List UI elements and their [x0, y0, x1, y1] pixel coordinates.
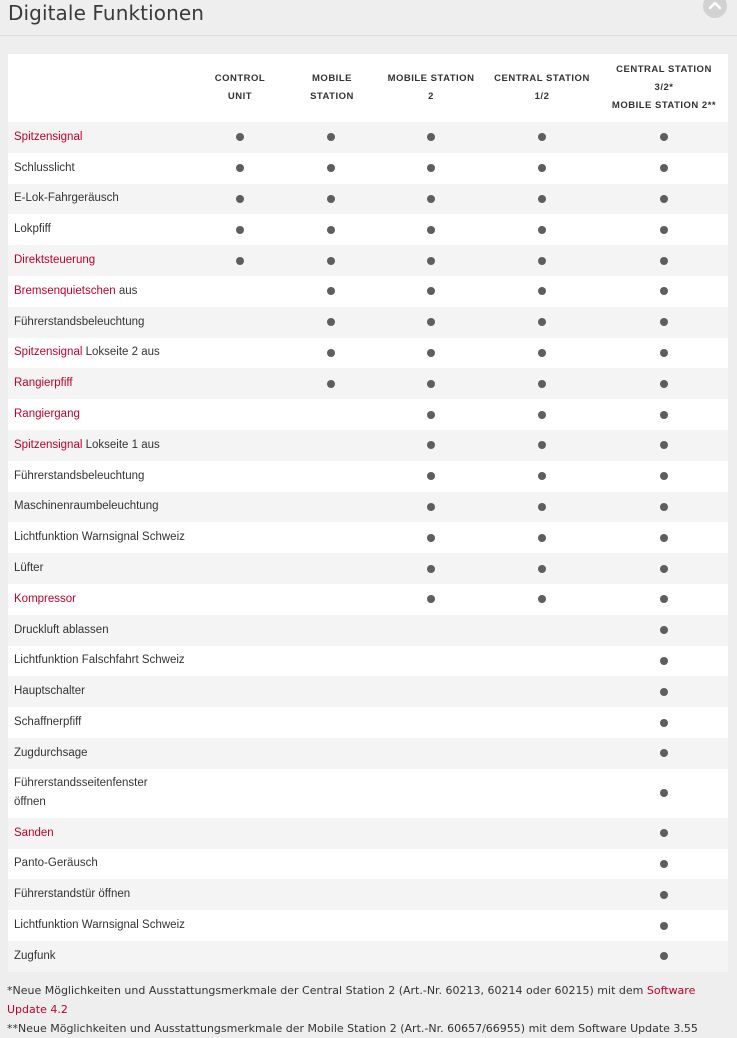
- software-update-link[interactable]: Software Update 4.2: [7, 984, 696, 1016]
- table-row: [8, 849, 728, 880]
- column-header-control-unit: CONTROL UNIT: [214, 73, 266, 102]
- function-name: [14, 824, 54, 843]
- supported-dot-icon: [538, 195, 546, 203]
- function-name: [14, 313, 144, 332]
- supported-dot-icon: [660, 226, 668, 234]
- function-label: Führerstandsseitenfenster öffnen: [14, 777, 148, 809]
- function-name: [14, 651, 185, 670]
- supported-dot-icon: [427, 133, 435, 141]
- function-name: [14, 467, 144, 486]
- column-header-central-station-32: CENTRAL STATION 3/2* MOBILE STATION 2**: [611, 64, 717, 111]
- table-row: [8, 941, 728, 972]
- function-name: [14, 282, 137, 301]
- supported-dot-icon: [660, 164, 668, 172]
- supported-dot-icon: [327, 257, 335, 265]
- function-label: Druckluft ablassen: [14, 623, 109, 636]
- table-row: [8, 553, 728, 584]
- function-name: [14, 374, 73, 393]
- column-header-mobile-station-2: MOBILE STATION 2: [387, 73, 475, 102]
- section-header: [0, 0, 737, 36]
- supported-dot-icon: [236, 257, 244, 265]
- supported-dot-icon: [660, 829, 668, 837]
- supported-dot-icon: [538, 226, 546, 234]
- function-link[interactable]: Rangiergang: [14, 408, 80, 421]
- supported-dot-icon: [327, 164, 335, 172]
- function-label: aus: [115, 284, 138, 297]
- supported-dot-icon: [427, 349, 435, 357]
- function-label: Lichtfunktion Falschfahrt Schweiz: [14, 654, 185, 667]
- table-row: [8, 338, 728, 369]
- function-link[interactable]: Spitzensignal: [14, 346, 83, 359]
- function-name: [14, 436, 160, 455]
- supported-dot-icon: [427, 503, 435, 511]
- table-row: [8, 492, 728, 523]
- supported-dot-icon: [327, 133, 335, 141]
- supported-dot-icon: [327, 226, 335, 234]
- supported-dot-icon: [660, 349, 668, 357]
- table-row: [8, 769, 728, 818]
- supported-dot-icon: [538, 503, 546, 511]
- supported-dot-icon: [427, 441, 435, 449]
- table-row: [8, 676, 728, 707]
- function-label: Lichtfunktion Warnsignal Schweiz: [14, 531, 185, 544]
- function-name: [14, 947, 56, 966]
- supported-dot-icon: [660, 922, 668, 930]
- table-row: [8, 646, 728, 677]
- function-link[interactable]: Bremsenquietschen: [14, 284, 116, 297]
- function-label: Lichtfunktion Warnsignal Schweiz: [14, 919, 185, 932]
- function-label: E-Lok-Fahrgeräusch: [14, 192, 119, 205]
- function-name: [14, 854, 98, 873]
- function-label: Zugdurchsage: [14, 746, 88, 759]
- function-name: [14, 159, 75, 178]
- supported-dot-icon: [427, 257, 435, 265]
- table-row: [8, 707, 728, 738]
- function-label: Hauptschalter: [14, 685, 85, 698]
- supported-dot-icon: [660, 626, 668, 634]
- function-name: [14, 744, 88, 763]
- supported-dot-icon: [538, 257, 546, 265]
- supported-dot-icon: [427, 411, 435, 419]
- function-label: Führerstandsbeleuchtung: [14, 315, 145, 328]
- supported-dot-icon: [427, 472, 435, 480]
- supported-dot-icon: [660, 133, 668, 141]
- table-row: [8, 879, 728, 910]
- supported-dot-icon: [427, 595, 435, 603]
- supported-dot-icon: [660, 891, 668, 899]
- function-name: [14, 916, 185, 935]
- footnotes: [7, 981, 735, 1038]
- supported-dot-icon: [327, 380, 335, 388]
- table-row: [8, 245, 728, 276]
- function-label: Lüfter: [14, 562, 44, 575]
- function-label: Lokseite 2 aus: [82, 346, 160, 359]
- supported-dot-icon: [660, 688, 668, 696]
- chevron-up-icon: [708, 0, 722, 10]
- function-label: Schlusslicht: [14, 161, 75, 174]
- supported-dot-icon: [538, 164, 546, 172]
- function-name: [14, 220, 51, 239]
- supported-dot-icon: [427, 318, 435, 326]
- supported-dot-icon: [538, 287, 546, 295]
- function-name: [14, 774, 148, 812]
- function-label: Lokseite 1 aus: [82, 438, 160, 451]
- supported-dot-icon: [660, 380, 668, 388]
- section-title: Digitale Funktionen: [8, 1, 205, 25]
- function-name: [14, 713, 81, 732]
- table-row: [8, 399, 728, 430]
- function-name: [14, 621, 109, 640]
- supported-dot-icon: [427, 380, 435, 388]
- function-name: [14, 682, 85, 701]
- function-link[interactable]: Spitzensignal: [14, 130, 83, 143]
- supported-dot-icon: [427, 164, 435, 172]
- function-name: [14, 528, 185, 547]
- supported-dot-icon: [660, 789, 668, 797]
- supported-dot-icon: [427, 226, 435, 234]
- supported-dot-icon: [660, 719, 668, 727]
- table-row: [8, 522, 728, 553]
- supported-dot-icon: [660, 257, 668, 265]
- function-label: Panto-Geräusch: [14, 857, 98, 870]
- supported-dot-icon: [660, 318, 668, 326]
- functions-table: [8, 54, 728, 971]
- table-row: [8, 184, 728, 215]
- table-row: [8, 818, 728, 849]
- supported-dot-icon: [327, 195, 335, 203]
- supported-dot-icon: [660, 952, 668, 960]
- table-row: [8, 214, 728, 245]
- function-label: Schaffnerpfiff: [14, 716, 82, 729]
- supported-dot-icon: [538, 133, 546, 141]
- supported-dot-icon: [427, 534, 435, 542]
- supported-dot-icon: [427, 195, 435, 203]
- table-row: [8, 461, 728, 492]
- supported-dot-icon: [538, 441, 546, 449]
- supported-dot-icon: [660, 287, 668, 295]
- supported-dot-icon: [236, 226, 244, 234]
- supported-dot-icon: [538, 595, 546, 603]
- function-label: Maschinenraumbeleuchtung: [14, 500, 159, 513]
- table-row: [8, 584, 728, 615]
- supported-dot-icon: [538, 318, 546, 326]
- footnote-1-text: *Neue Möglichkeiten und Ausstattungsmerkmale der Central Station 2 (Art.-Nr. 60213, 60214 oder 60215) mit dem: [7, 984, 647, 997]
- table-row: [8, 738, 728, 769]
- supported-dot-icon: [660, 595, 668, 603]
- function-link[interactable]: Spitzensignal: [14, 438, 83, 451]
- supported-dot-icon: [236, 133, 244, 141]
- table-row: [8, 910, 728, 941]
- footnote-central-station: [7, 981, 735, 1019]
- supported-dot-icon: [236, 195, 244, 203]
- function-link[interactable]: Direktsteuerung: [14, 254, 96, 267]
- function-name: [14, 128, 82, 147]
- footnote-mobile-station: **Neue Möglichkeiten und Ausstattungsmerkmale der Mobile Station 2 (Art.-Nr. 60657/66955) mit dem Software Update 3.55: [7, 1022, 698, 1035]
- table-row: [8, 153, 728, 184]
- supported-dot-icon: [538, 380, 546, 388]
- table-row: [8, 615, 728, 646]
- function-name: [14, 405, 80, 424]
- function-name: [14, 590, 76, 609]
- function-label: Führerstandsbeleuchtung: [14, 469, 145, 482]
- supported-dot-icon: [660, 657, 668, 665]
- supported-dot-icon: [660, 195, 668, 203]
- collapse-button[interactable]: [703, 0, 727, 18]
- supported-dot-icon: [327, 318, 335, 326]
- supported-dot-icon: [327, 287, 335, 295]
- table-row: [8, 276, 728, 307]
- supported-dot-icon: [660, 472, 668, 480]
- supported-dot-icon: [538, 472, 546, 480]
- column-header-central-station-12: CENTRAL STATION 1/2: [494, 73, 590, 102]
- function-link[interactable]: Rangierpfiff: [14, 377, 73, 390]
- function-link[interactable]: Sanden: [14, 826, 54, 839]
- supported-dot-icon: [327, 349, 335, 357]
- supported-dot-icon: [538, 349, 546, 357]
- supported-dot-icon: [538, 565, 546, 573]
- function-label: Führerstandstür öffnen: [14, 888, 131, 901]
- supported-dot-icon: [538, 411, 546, 419]
- function-name: [14, 189, 119, 208]
- supported-dot-icon: [236, 164, 244, 172]
- function-name: [14, 251, 95, 270]
- supported-dot-icon: [660, 534, 668, 542]
- supported-dot-icon: [538, 534, 546, 542]
- supported-dot-icon: [660, 411, 668, 419]
- supported-dot-icon: [660, 860, 668, 868]
- supported-dot-icon: [660, 565, 668, 573]
- column-header-mobile-station: MOBILE STATION: [310, 73, 354, 102]
- supported-dot-icon: [427, 565, 435, 573]
- function-name: [14, 885, 130, 904]
- supported-dot-icon: [660, 749, 668, 757]
- supported-dot-icon: [660, 441, 668, 449]
- function-name: [14, 559, 43, 578]
- function-label: Lokpfiff: [14, 223, 51, 236]
- table-row: [8, 430, 728, 461]
- table-row: [8, 368, 728, 399]
- function-name: [14, 343, 160, 362]
- table-row: [8, 307, 728, 338]
- function-name: [14, 497, 158, 516]
- supported-dot-icon: [427, 287, 435, 295]
- function-link[interactable]: Kompressor: [14, 592, 76, 605]
- function-label: Zugfunk: [14, 949, 56, 962]
- supported-dot-icon: [660, 503, 668, 511]
- table-row: [8, 122, 728, 153]
